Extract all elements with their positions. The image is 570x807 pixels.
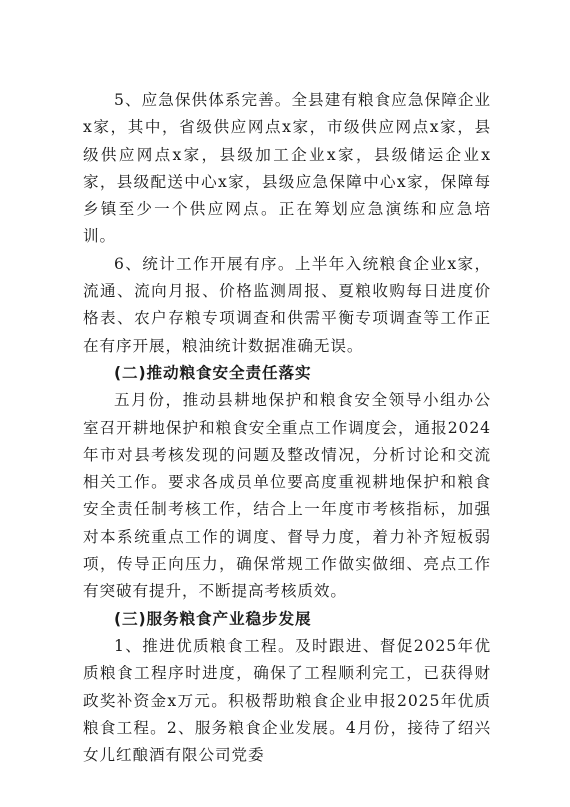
- section-heading-grain-security: (二)推动粮食安全责任落实: [114, 363, 312, 382]
- paragraph-industry-development: 1、推进优质粮食工程。及时跟进、督促2025年优质粮食工程序时进度，确保了工程顺利完工，已获得财政奖补资金x万元。积极帮助粮食企业申报2025年优质粮食工程。2、服务粮食企业发展。4月份，接待了绍兴女儿红酿酒有限公司党委: [83, 636, 491, 765]
- section-heading-grain-industry: (三)服务粮食产业稳步发展: [114, 609, 312, 628]
- paragraph-statistics-work: 6、统计工作开展有序。上半年入统粮食企业x家，流通、流向月报、价格监测周报、夏粮收购每日进度价格表、农户存粮专项调查和供需平衡专项调查等工作正在有序开展，粮油统计数据准确无误。: [83, 254, 491, 355]
- paragraph-security-responsibility: 五月份，推动县耕地保护和粮食安全领导小组办公室召开耕地保护和粮食安全重点工作调度会，通报2024年市对县考核发现的问题及整改情况，分析讨论和交流相关工作。要求各成员单位要高度重视耕地保护和粮食安全责任制考核工作，结合上一年度市考核指标，加强对本系统重点工作的调度、督导力度，着力补齐短板弱项，传导正向压力，确保常规工作做实做细、亮点工作有突破有提升，不断提高考核质效。: [83, 391, 491, 601]
- document-page: [83, 87, 491, 769]
- paragraph-emergency-supply: 5、应急保供体系完善。全县建有粮食应急保障企业x家，其中，省级供应网点x家，市级供应网点x家，县级供应网点x家，县级加工企业x家，县级储运企业x家，县级配送中心x家，县级应急保障中心x家，保障每乡镇至少一个供应网点。正在筹划应急演练和应急培训。: [83, 91, 491, 246]
